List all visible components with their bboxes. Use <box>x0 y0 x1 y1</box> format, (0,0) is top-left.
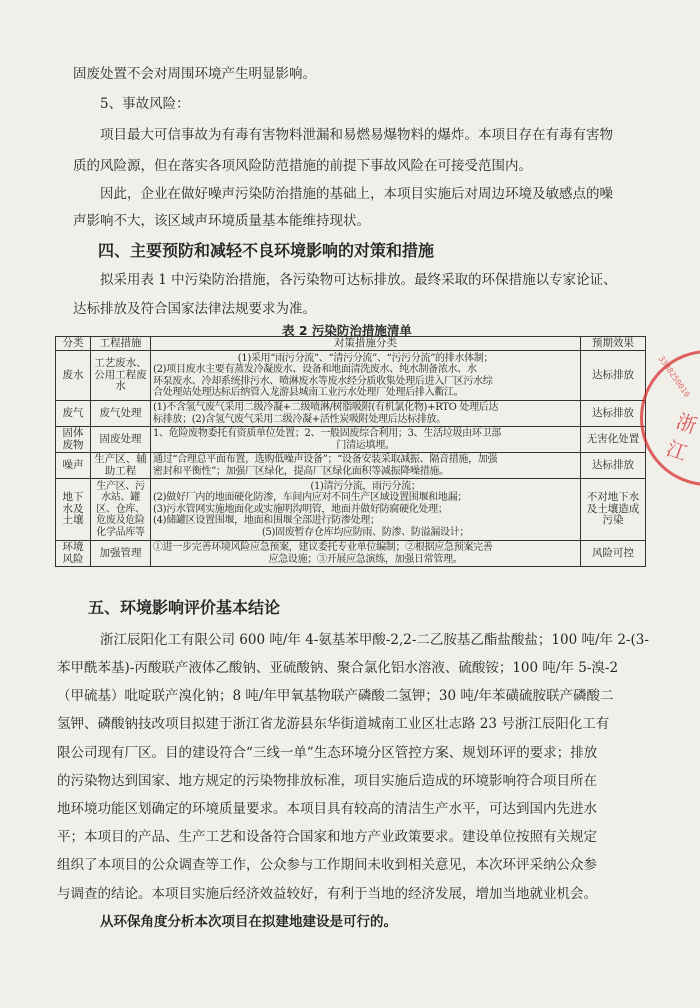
paragraph-line: 因此，企业在做好噪声污染防治措施的基础上，本项目实施后对周边环境及敏感点的噪 <box>100 186 613 202</box>
paragraph-line: 氢钾、磷酸钠技改项目拟建于浙江省龙游县东华街道城南工业区壮志路 23 号浙江辰阳化工有 <box>57 716 610 732</box>
conclusion-line: 从环保角度分析本次项目在拟建地建设是可行的。 <box>100 914 397 930</box>
measure-line: 标排放；(2)含氢气废气采用二级冷凝+活性炭吸附处理后达标排放。 <box>153 413 446 425</box>
engineering-cell: 生产区、辅助工程 <box>91 453 151 479</box>
paragraph-line: 拟采用表 1 中污染防治措施，各污染物可达标排放。最终采取的环保措施以专家论证、 <box>100 272 617 288</box>
measure-line: 应急设施；③开展应急演练，加强日常管理。 <box>268 553 463 565</box>
measure-line: (1)清污分流，雨污分流； <box>310 480 421 492</box>
engineering-cell: 工艺废水、公用工程废水 <box>91 351 151 401</box>
measure-line: 1、危险废物委托有资质单位处置；2、一般固废综合利用；3、生活垃圾由环卫部 <box>153 428 501 439</box>
category-cell: 废水 <box>56 351 91 401</box>
seal-number: 3308250010 <box>656 354 692 399</box>
section-heading: 五、环境影响评价基本结论 <box>88 598 281 617</box>
measures-cell <box>151 541 581 567</box>
paragraph-line: 项目最大可信事故为有毒有害物料泄漏和易燃易爆物料的爆炸。本项目存在有毒有害物 <box>100 127 613 143</box>
table-row <box>56 541 646 567</box>
table-header-cell: 预期效果 <box>581 337 646 351</box>
measures-cell <box>151 453 581 479</box>
table-header-row <box>56 337 646 351</box>
paragraph-line: 限公司现有厂区。目的建设符合“三线一单”生态环境分区管控方案、规划环评的要求；排放 <box>57 745 598 761</box>
measure-line: 环泵废水、冷却系统排污水、喷淋废水等废水经分质收集处理后进入厂区污水综 <box>153 375 493 387</box>
category-cell: 固体废物 <box>56 427 91 453</box>
measure-line: (4)储罐区设置围堰，地面和围堰全部进行防渗处理； <box>153 515 380 527</box>
paragraph-line: 浙江辰阳化工有限公司 600 吨/年 4-氨基苯甲酸-2,2-二乙胺基乙酯盐酸盐；100 吨/年 2-(3- <box>100 632 649 648</box>
paragraph-line: 平；本项目的产品、生产工艺和设备符合国家和地方产业政策要求。建设单位按照有关规定 <box>57 829 597 845</box>
measure-line: (2)项目废水主要有蒸发冷凝废水、设备和地面清洗废水、纯水制备浓水、水 <box>153 364 477 375</box>
paragraph-line: 声影响不大，该区域声环境质量基本能维持现状。 <box>73 213 370 229</box>
paragraph-line: 固废处置不会对周围环境产生明显影响。 <box>73 66 316 82</box>
engineering-cell: 固废处理 <box>91 427 151 453</box>
paragraph-line: （甲硫基）吡啶联产溴化钠；8 吨/年甲氧基物联产磷酸二氢钾；30 吨/年苯磺硫胺联产磷酸二 <box>57 688 614 704</box>
measure-line: 合处理站处理达标后纳管入龙游县城南工业污水处理厂处理后排入衢江。 <box>153 387 464 398</box>
table-caption: 表 2 污染防治措施清单 <box>282 323 412 338</box>
section-heading: 四、主要预防和减轻不良环境影响的对策和措施 <box>98 241 435 260</box>
paragraph-line: 地环境功能区划确定的环境质量要求。本项目具有较高的清洁生产水平，可达到国内先进水 <box>57 801 597 817</box>
measure-line: (2)做好厂内的地面硬化防渗，车间内应对不同生产区域设置围堰和地漏； <box>153 492 467 504</box>
table-row <box>56 427 646 453</box>
effect-cell: 风险可控 <box>581 541 646 567</box>
paragraph-line: 与调查的结论。本项目实施后经济效益较好，有利于当地的经济发展，增加当地就业机会。 <box>57 886 597 902</box>
table-row <box>56 351 646 401</box>
table-row <box>56 453 646 479</box>
measure-line: (3)污水管网实施地面化或实施明沟明管，地面并做好防腐硬化处理； <box>153 503 448 515</box>
measures-cell <box>151 351 581 401</box>
paragraph-line: 的污染物达到国家、地方规定的污染物排放标准，项目实施后造成的环境影响符合项目所在 <box>57 773 597 789</box>
engineering-cell: 加强管理 <box>91 541 151 567</box>
pollution-control-table <box>55 336 646 567</box>
seal-text: 浙江 <box>663 408 700 466</box>
category-cell: 废气 <box>56 401 91 427</box>
effect-cell: 无害化处置 <box>581 427 646 453</box>
table-header-cell: 工程措施 <box>91 337 151 351</box>
table-row <box>56 401 646 427</box>
measures-cell <box>151 427 581 453</box>
paragraph-line: 达标排放及符合国家法律法规要求为准。 <box>73 301 316 317</box>
paragraph-line: 组织了本项目的公众调查等工作，公众参与工作期间未收到相关意见，本次环评采纳公众参 <box>57 857 597 873</box>
effect-cell: 达标排放 <box>581 351 646 401</box>
measure-line: (5)固废暂存仓库均应防雨、防渗、防溢漏设计； <box>261 526 470 538</box>
engineering-cell: 废气处理 <box>91 401 151 427</box>
measure-line: (1)不含氢气废气采用二级冷凝+二级喷淋/树脂吸附(有机氯化物)+RTO 处理后达 <box>153 402 499 413</box>
category-cell: 环境风险 <box>56 541 91 567</box>
table-row <box>56 479 646 541</box>
effect-cell: 不对地下水及土壤造成污染 <box>581 479 646 541</box>
paragraph-line: 质的风险源，但在落实各项风险防范措施的前提下事故风险在可接受范围内。 <box>73 158 532 174</box>
category-cell: 地下水及土壤 <box>56 479 91 541</box>
table-header-cell: 对策措施分类 <box>151 337 581 351</box>
subheading-accident-risk: 5、事故风险： <box>100 96 190 112</box>
table-header-cell: 分类 <box>56 337 91 351</box>
paragraph-line: 苯甲酰苯基)-丙酸联产液体乙酸钠、亚硫酸钠、聚合氯化铝水溶液、硫酸铵；100 吨/年 5-溴-2 <box>57 660 619 676</box>
engineering-cell: 生产区、污水站、罐区、仓库、危废及危险化学品库等 <box>91 479 151 541</box>
measure-line: (1)采用“雨污分流”、“清污分流”、“污污分流”的排水体制； <box>237 352 494 364</box>
measures-cell <box>151 479 581 541</box>
effect-cell: 达标排放 <box>581 401 646 427</box>
measures-cell <box>151 401 581 427</box>
measure-line: 通过“合理总平面布置，选购低噪声设备”；“设备安装采取减振、隔音措施，加强 <box>153 454 498 465</box>
measure-line: 门清运填埋。 <box>336 439 395 451</box>
measure-line: 密封和平衡性”；加强厂区绿化，提高厂区绿化面积等减振降噪措施。 <box>153 465 449 477</box>
category-cell: 噪声 <box>56 453 91 479</box>
effect-cell: 达标排放 <box>581 453 646 479</box>
measure-line: ①进一步完善环境风险应急预案，建议委托专业单位编制；②根据应急预案完善 <box>153 542 493 553</box>
